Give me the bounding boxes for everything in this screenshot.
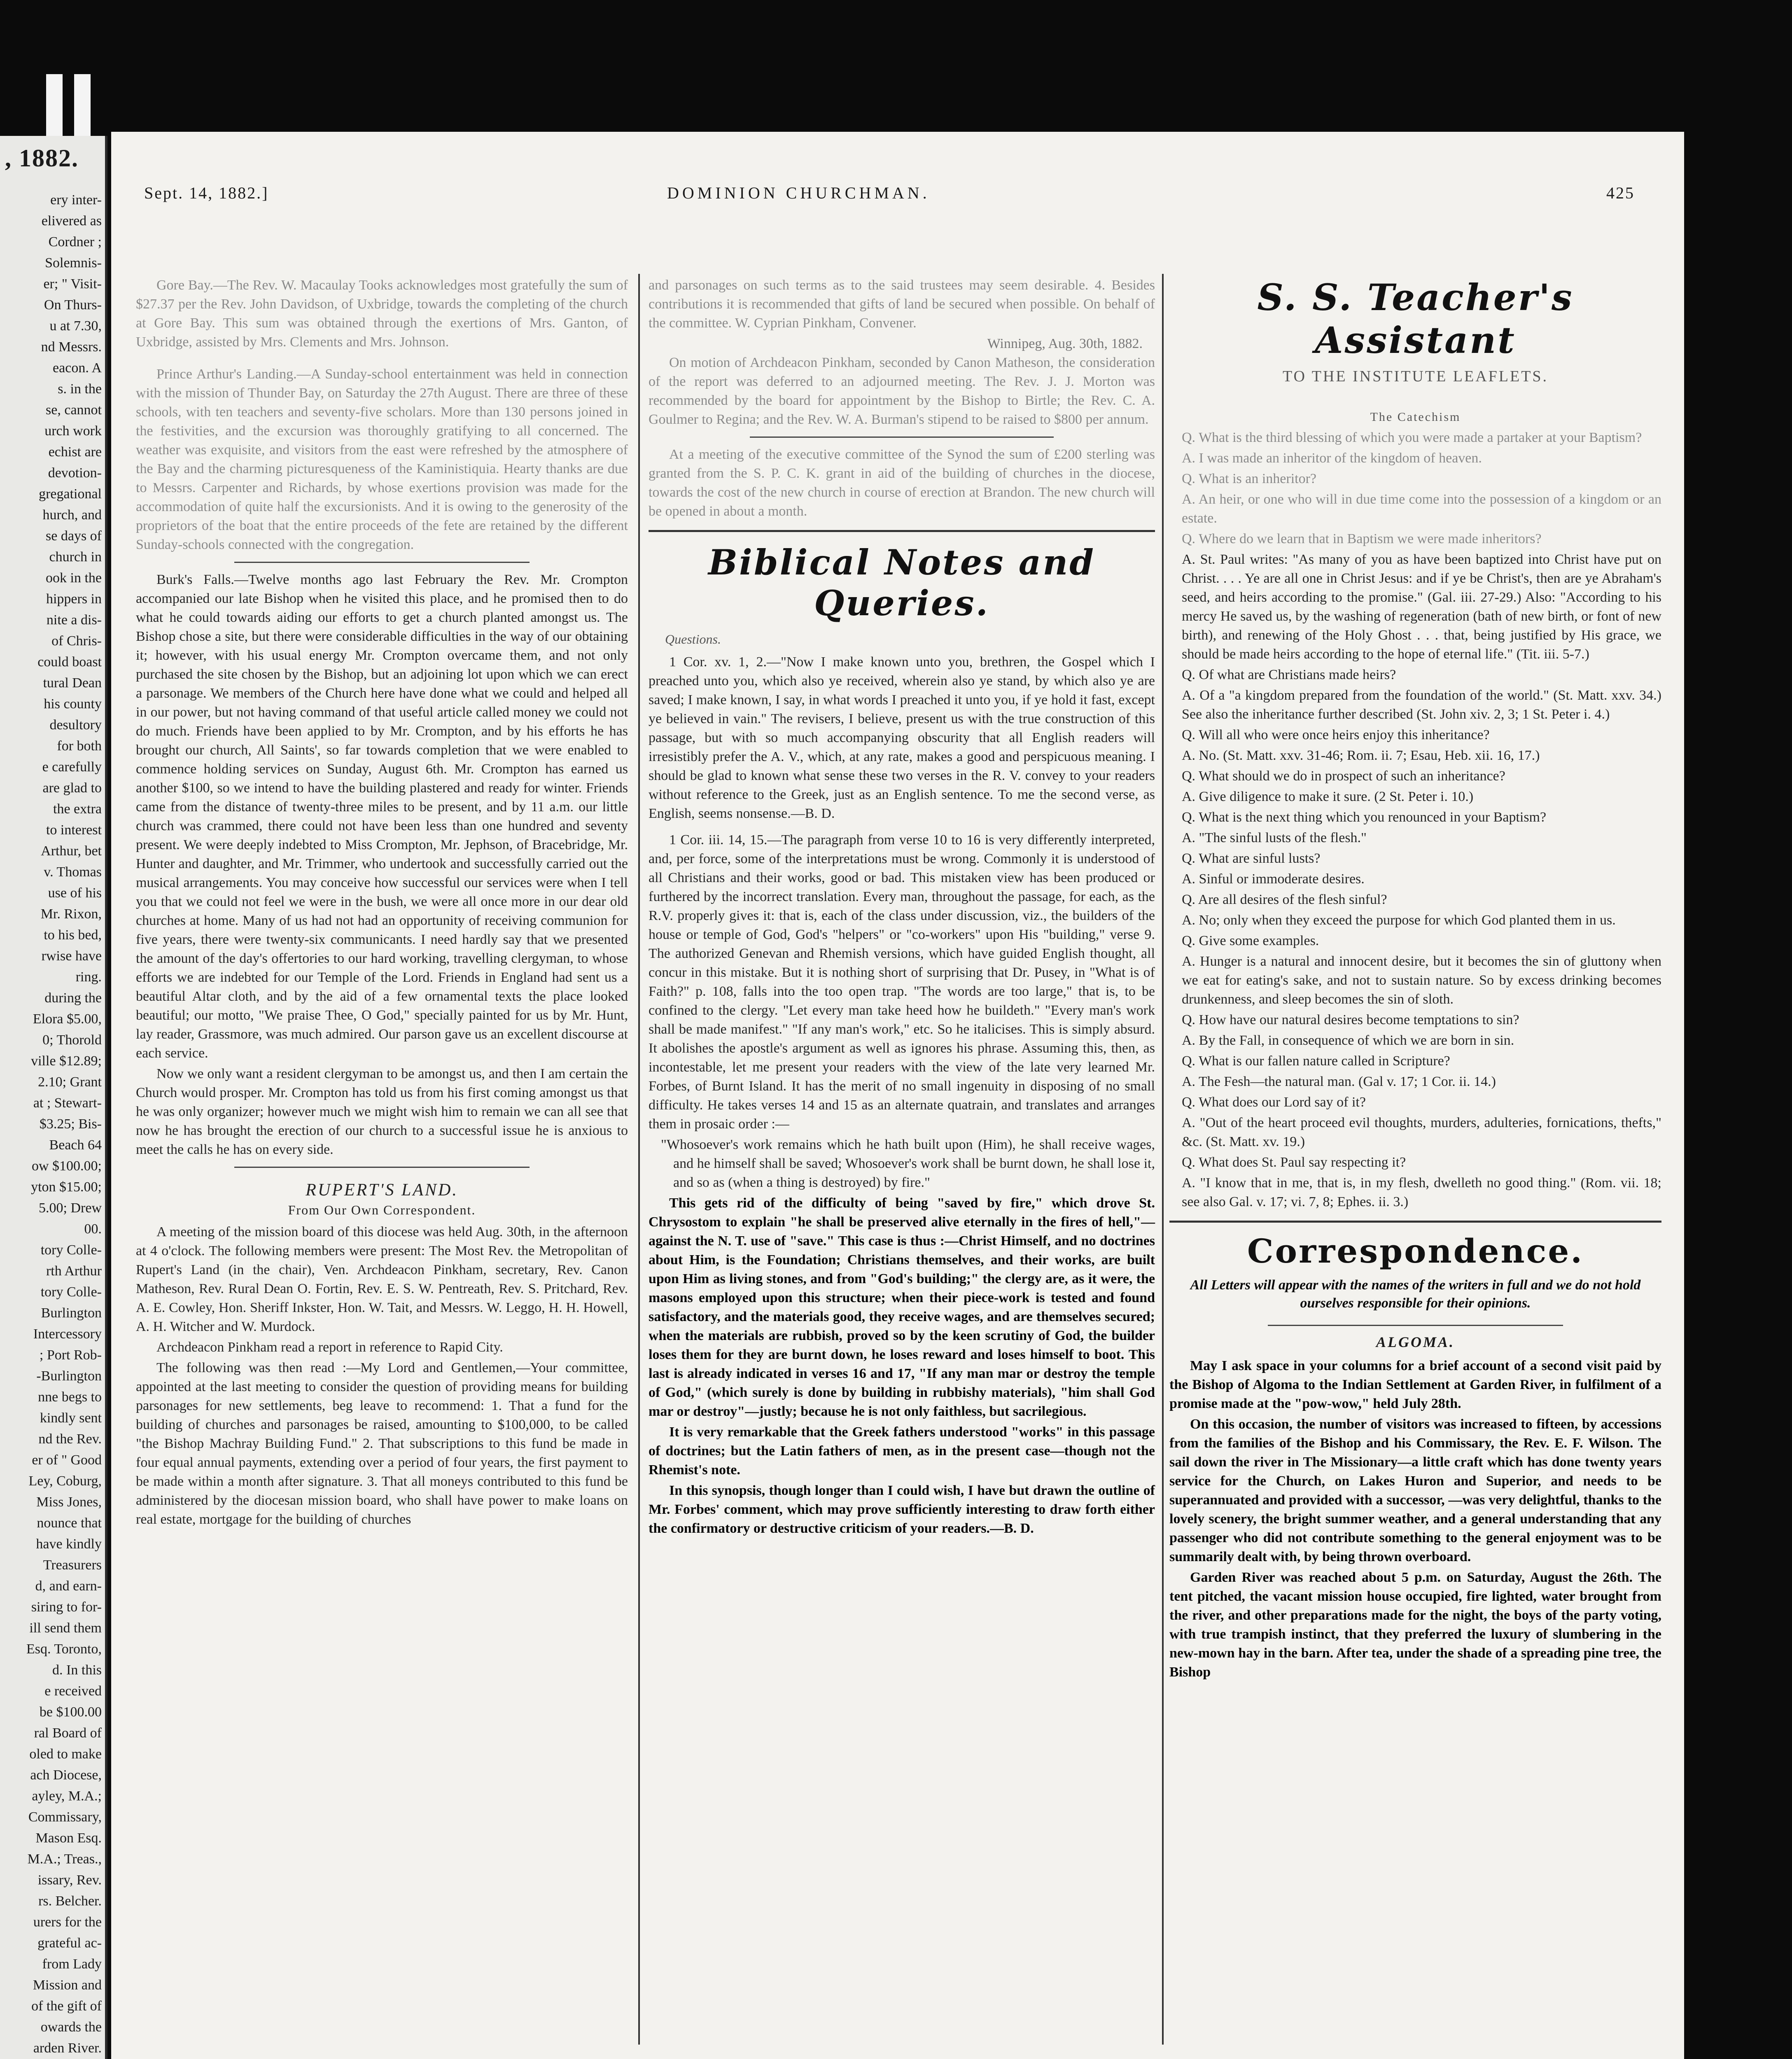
previous-page-line: his county (44, 696, 102, 712)
previous-page-line: from Lady (42, 1956, 102, 1972)
previous-page-line: echist are (48, 444, 102, 460)
catechism-entry: Q. What does St. Paul say respecting it? (1182, 1155, 1406, 1170)
subheading-catechism: The Catechism (1370, 410, 1461, 424)
page-header (144, 183, 1635, 212)
previous-page-header: , 1882. (5, 145, 79, 172)
divider-thick (1169, 1221, 1661, 1223)
previous-page-line: to interest (46, 822, 102, 838)
catechism-entry: A. Hunger is a natural and innocent desire, but it becomes the sin of gluttony when we eat for eating's sake, and not to sustain nature. So by excess drinking becomes drunkenness, and sleep becomes the sin of sloth. (1182, 954, 1661, 1007)
catechism-entry: A. Sinful or immoderate desires. (1182, 871, 1365, 887)
previous-page-line: rth Arthur (46, 1263, 102, 1279)
previous-page-line: urers for the (33, 1914, 102, 1930)
previous-page-strip (0, 136, 107, 2059)
query-commentary: This gets rid of the difficulty of being "saved by fire," which drove St. Chrysostom to explain "he shall be preserved alive eternally in the fires of hell,"—against the N. T. use of "save." This case is thus :—Christ Himself, and no doctrines about Him, is the Foundation; Christians themselves, and their works, are built upon Him as living stones, and from "God's building;" the clergy are, as it were, the masons employed upon this structure; when their piece-work is tested and found satisfactory, and the materials good, they receive wages, and are themselves secured; when the materials are rubbish, proved so by the keen scrutiny of God, the builder loses them for they are burnt down, he loses reward and loses himself to boot. This last is already indicated in verses 16 and 17, "If any man mar or destroy the temple of God," (which surely is done by building in rubbishy materials), "him shall God mar or destroy"—justly; because he is not only faithless, but sacrilegious. (649, 1195, 1155, 1419)
previous-page-line: be $100.00 (39, 1704, 102, 1720)
previous-page-line: ville $12.89; (31, 1053, 102, 1069)
catechism-entry: Q. What is our fallen nature called in Scripture? (1182, 1053, 1450, 1069)
column-2 (649, 276, 1155, 1540)
previous-page-line: tory Colle- (40, 1242, 102, 1258)
previous-page-line: hippers in (46, 591, 102, 607)
divider (234, 1167, 530, 1168)
previous-page-line: ral Board of (34, 1725, 102, 1741)
article-ruperts-land-committee: The following was then read :—My Lord and Gentlemen,—Your committee, appointed at the last meeting to consider the question of providing means for building parsonages for new settlements, beg leave to recommend: 1. That a fund for the building of churches and parsonages be raised, amounting to $100,000, to be called "the Bishop Machray Building Fund." 2. That subscriptions to this fund be made in four equal annual payments, extending over a period of four years, the first payment to be made within a month after signature. 3. That all moneys contributed to this fund be administered by the diocesan mission board, who shall have power to make loans on real estate, mortgage for the building of churches (136, 1360, 628, 1527)
previous-page-line: at ; Stewart- (33, 1095, 102, 1111)
previous-page-line: s. in the (58, 381, 102, 397)
previous-page-line: issary, Rev. (37, 1872, 102, 1888)
article-ruperts-land-report: Archdeacon Pinkham read a report in reference to Rapid City. (156, 1340, 503, 1355)
previous-page-line: kindly sent (40, 1410, 102, 1426)
catechism-entry: Q. What is the next thing which you renounced in your Baptism? (1182, 810, 1547, 825)
previous-page-line: ring. (75, 969, 102, 985)
catechism-entry: A. Give diligence to make it sure. (2 St. Peter i. 10.) (1182, 789, 1474, 804)
column-rule-1 (638, 274, 640, 2045)
article-ruperts-land-meeting: A meeting of the mission board of this diocese was held Aug. 30th, in the afternoon at 4 o'clock. The following members were present: The Most Rev. the Metropolitan of Rupert's Land (in the chair), Ven. Archdeacon Pinkham, secretary, Rev. Canon Matheson, Rev. Rural Dean O. Fortin, Rev. E. S. W. Pentreath, Rev. S. Pritchard, Rev. A. E. Cowley, Hon. Sheriff Inkster, Hon. W. Tait, and Messrs. W. Leggo, H. H. Howell, A. H. Witcher and W. Murdock. (136, 1224, 628, 1334)
previous-page-line: d, and earn- (35, 1578, 102, 1594)
catechism-entry: A. By the Fall, in consequence of which we are born in sin. (1182, 1033, 1514, 1048)
article-gore-bay: Gore Bay.—The Rev. W. Macaulay Tooks acknowledges most gratefully the sum of $27.37 per the Rev. John Davidson, of Uxbridge, towards the completing of the church at Gore Bay. This sum was obtained through the exertions of Mrs. Ganton, of Uxbridge, assisted by Mrs. Clements and Mrs. Johnson. (136, 278, 628, 350)
divider (750, 437, 1054, 438)
section-title-teachers-assistant: S. S. Teacher's Assistant (1257, 276, 1574, 362)
section-title-correspondence: Correspondence. (1247, 1232, 1584, 1270)
previous-page-line: rwise have (41, 948, 102, 964)
article-executive-committee: At a meeting of the executive committee of the Synod the sum of £200 sterling was granted from the S. P. C. K. grant in aid of the building of churches in the diocese, towards the cost of the new church in course of erection at Brandon. The new church will be opened in about a month. (649, 447, 1155, 519)
verse-quatrain: "Whosoever's work remains which he hath built upon (Him), he shall receive wages, and he himself shall be saved; Whosoever's work shall be burnt down, he shall lose it, and so as (when a thing is destroyed) by fire." (661, 1137, 1155, 1190)
previous-page-line: ach Diocese, (30, 1767, 102, 1783)
previous-page-line: ook in the (46, 570, 102, 586)
previous-page-line: Miss Jones, (36, 1494, 102, 1510)
previous-page-line: use of his (48, 885, 102, 901)
previous-page-line: nite a dis- (46, 612, 102, 628)
section-subtitle-correspondent: From Our Own Correspondent. (288, 1202, 476, 1217)
catechism-entry: Q. Where do we learn that in Baptism we were made inheritors? (1182, 531, 1542, 546)
correspondence-notice: All Letters will appear with the names of the writers in full and we do not hold ourselves responsible for their opinions. (1190, 1277, 1641, 1311)
catechism-entry: Q. Give some examples. (1182, 933, 1319, 948)
catechism-entry: A. St. Paul writes: "As many of you as have been baptized into Christ have put on Christ. . . . Ye are all one in Christ Jesus: and if ye be Christ's, then are ye Abraham's seed, and heirs according to the promise." (Gal. iii. 27-29.) Also: "According to his mercy He saved us, by the washing of regeneration (bath of new birth, or font of new birth), and renewing of the Holy Ghost . . . that, being justified by His grace, we should be made heirs according to the hope of eternal life." (Tit. iii. 5-7.) (1182, 552, 1661, 662)
previous-page-line: ow $100.00; (32, 1158, 102, 1174)
catechism-entry: A. "The sinful lusts of the flesh." (1182, 830, 1367, 845)
previous-page-line: grateful ac- (37, 1935, 102, 1951)
catechism-entry: Q. What does our Lord say of it? (1182, 1095, 1366, 1110)
column-1 (136, 276, 628, 1531)
previous-page-line: 5.00; Drew (39, 1200, 102, 1216)
previous-page-line: 2.10; Grant (38, 1074, 102, 1090)
previous-page-line: u at 7.30, (49, 318, 102, 334)
divider-thick (649, 530, 1155, 532)
previous-page-line: the extra (53, 801, 102, 817)
query-commentary-synopsis: In this synopsis, though longer than I could wish, I have but drawn the outline of Mr. Forbes' comment, which may prove sufficiently interesting to draw forth either the confirmatory or destructive criticism of your readers.—B. D. (649, 1483, 1155, 1536)
previous-page-line: tural Dean (43, 675, 102, 691)
previous-page-line: er of " Good (32, 1452, 102, 1468)
catechism-entry: A. The Fesh—the natural man. (Gal v. 17; 1 Cor. ii. 14.) (1182, 1074, 1496, 1089)
previous-page-line: hurch, and (42, 507, 102, 523)
catechism-entry: A. "Out of the heart proceed evil thoughts, murders, adulteries, fornications, thefts," &c. (St. Matt. xv. 19.) (1182, 1115, 1661, 1149)
catechism-entry: A. An heir, or one who will in due time come into the possession of a kingdom or an estate. (1182, 492, 1661, 526)
column-rule-2 (1162, 274, 1164, 2045)
previous-page-line: have kindly (36, 1536, 102, 1552)
previous-page-line: M.A.; Treas., (27, 1851, 102, 1867)
previous-page-line: eacon. A (53, 360, 102, 376)
article-ruperts-land-continued: and parsonages on such terms as to the said trustees may seem desirable. 4. Besides contributions it is recommended that gifts of land be secured when possible. On behalf of the committee. W. Cyprian Pinkham, Convener. (649, 278, 1155, 331)
previous-page-line: se, cannot (46, 402, 102, 418)
newspaper-page (111, 132, 1684, 2059)
divider (234, 562, 530, 563)
catechism-qa-list (1169, 428, 1661, 1212)
article-algoma-sail: On this occasion, the number of visitors was increased to fifteen, by accessions from the families of the Bishop and his Commissary, the Rev. E. F. Wilson. The sail down the river in The Missionary—a little craft which has done twenty years service for the Church, on Lakes Huron and Superior, and needs to be superannuated and provided with a successor, —was very delightful, thanks to the lovely scenery, the bright summer weather, and a general understanding that any passenger who did not contribute something to the general enjoyment was to be summarily dealt with, by being thrown overboard. (1169, 1417, 1661, 1564)
column-3 (1169, 276, 1661, 1683)
previous-page-line: e received (44, 1683, 102, 1699)
article-burks-falls-continued: Now we only want a resident clergyman to be amongst us, and then I am certain the Church would prosper. Mr. Crompton has told us from his first coming amongst us that he was only organizer; however much we might wish him to remain we can all see that now he has brought the erection of our church to a successful issue he is anxious to meet the calls he has on every side. (136, 1066, 628, 1157)
previous-page-line: could boast (37, 654, 102, 670)
previous-page-line: 0; Thorold (42, 1032, 102, 1048)
catechism-entry: A. Of a "a kingdom prepared from the foundation of the world." (St. Matt. xxv. 34.) See also the inheritance further described (St. John xiv. 2, 3; 1 St. Peter i. 4.) (1182, 688, 1661, 722)
previous-page-line: to his bed, (44, 927, 102, 943)
previous-page-line: ; Port Rob- (39, 1347, 102, 1363)
catechism-entry: A. "I know that in me, that is, in my flesh, dwelleth no good thing." (Rom. vii. 18; see also Gal. v. 17; vi. 7, 8; Ephes. ii. 3.) (1182, 1175, 1661, 1209)
catechism-entry: Q. What should we do in prospect of such an inheritance? (1182, 768, 1505, 784)
article-prince-arthurs-landing: Prince Arthur's Landing.—A Sunday-school entertainment was held in connection with the mission of Thunder Bay, on Saturday the 27th August. There are three of these schools, with ten teachers and seventy-five scholars. More than 130 persons joined in the festivities, and the excursion was thoroughly gratifying to all concerned. The weather was exquisite, and visitors from the east were refreshed by the atmosphere of the Bay and the charming picturesqueness of the Kaministiquia. Hearty thanks are due to Messrs. Carpenter and Richards, by whose exertions provision was made for the accommodation of quite half the excursionists. And it is owing to the generosity of the proprietors of the boat that the entire proceeds of the fete are retained by the different Sunday-schools connected with the congregation. (136, 367, 628, 552)
previous-page-line: ery inter- (50, 192, 102, 208)
catechism-entry: A. I was made an inheritor of the kingdom of heaven. (1182, 451, 1482, 466)
article-algoma-garden-river: Garden River was reached about 5 p.m. on Saturday, August the 26th. The tent pitched, the vacant mission house occupied, fire lighted, water brought from the river, and other preparations made for the night, the boys of the party voting, with true trampish instinct, that they preferred the luxury of slumbering in the new-mown hay in the barn. After tea, under the shade of a spreading pine tree, the Bishop (1169, 1570, 1661, 1680)
previous-page-line: Burlington (41, 1305, 102, 1321)
catechism-entry: A. No; only when they exceed the purpose for which God planted them in us. (1182, 913, 1616, 928)
previous-page-line: -Burlington (36, 1368, 102, 1384)
previous-page-line: rs. Belcher. (38, 1893, 102, 1909)
previous-page-line: nne begs to (38, 1389, 102, 1405)
previous-page-line: tory Colle- (40, 1284, 102, 1300)
previous-page-line: Cordner ; (48, 234, 102, 250)
dateline: Winnipeg, Aug. 30th, 1882. (987, 336, 1143, 351)
previous-page-line: se days of (46, 528, 102, 544)
catechism-entry: Q. How have our natural desires become temptations to sin? (1182, 1012, 1519, 1027)
previous-page-line: Elora $5.00, (33, 1011, 102, 1027)
previous-page-line: er; " Visit- (43, 276, 102, 292)
article-title-algoma: ALGOMA. (1376, 1334, 1455, 1350)
previous-page-line: Treasurers (43, 1557, 102, 1573)
previous-page-line: arden River. (33, 2040, 102, 2056)
section-subtitle-leaflets: TO THE INSTITUTE LEAFLETS. (1282, 368, 1549, 385)
query-commentary-fathers: It is very remarkable that the Greek fathers understood "works" in this passage of doctrines; but the Latin fathers of men, as in the present case—though not the Rhemist's note. (649, 1424, 1155, 1478)
divider (1268, 1325, 1563, 1326)
previous-page-line: Mission and (33, 1977, 102, 1993)
previous-page-line: ayley, M.A.; (32, 1788, 102, 1804)
previous-page-line: Beach 64 (49, 1137, 102, 1153)
previous-page-line: $3.25; Bis- (39, 1116, 102, 1132)
section-title-biblical-notes: Biblical Notes and Queries. (708, 542, 1095, 623)
previous-page-line: Esq. Toronto, (26, 1641, 102, 1657)
previous-page-line: Ley, Coburg, (28, 1473, 102, 1489)
previous-page-line: urch work (44, 423, 102, 439)
previous-page-line: Solemnis- (45, 255, 102, 271)
previous-page-line: desultory (49, 717, 102, 733)
previous-page-line: of Chris- (51, 633, 102, 649)
previous-page-line: oled to make (29, 1746, 102, 1762)
previous-page-line: church in (49, 549, 102, 565)
previous-page-line: are glad to (42, 780, 102, 796)
catechism-entry: Q. What are sinful lusts? (1182, 851, 1321, 866)
previous-page-line: 00. (84, 1221, 102, 1237)
previous-page-line: On Thurs- (44, 297, 102, 313)
article-motion: On motion of Archdeacon Pinkham, seconded by Canon Matheson, the consideration of the report was deferred to an adjourned meeting. The Rev. J. J. Morton was recommended by the board for appointment by the Bishop to Birtle; the Rev. C. A. Goulmer to Regina; and the Rev. W. A. Burman's stipend to be raised to $800 per annum. (649, 355, 1155, 427)
previous-page-line: devotion- (48, 465, 102, 481)
page-number: 425 (1606, 184, 1635, 202)
article-burks-falls: Burk's Falls.—Twelve months ago last February the Rev. Mr. Crompton accompanied our late Bishop when he visited this place, and he promised then to do what he could towards aiding our efforts to get a church planted amongst us. The Bishop chose a site, but there were considerable difficulties in the way of our obtaining it; however, with his usual energy Mr. Crompton overcame them, and not only purchased the site chosen by the Bishop, but an adjoining lot upon which we can erect a parsonage. We members of the Church here have done what we could and helped all in our power, but not having command of that useful article called money we could not do much. Friends have been applied to by Mr. Crompton, and by his efforts he has brought our church, All Saints', so far towards completion that we were enabled to commence holding services on Sunday, August 6th. Mr. Crompton has earned us another $100, so we intend to have the building plastered and ready for winter. Friends came from the distance of twenty-three miles to be present, and by 11 a.m. our little church was crammed, there could not have been less than one hundred and seventy present. We were deeply indebted to Miss Crompton, Mr. Jephson, of Bracebridge, Mr. Hunter and daughter, and Mr. Trimmer, who undertook and successfully carried out the musical arrangements. You may conceive how successful our services were when I tell you that we could not feel we were in the bush, we were all once more in our dear old churches at home. Many of us had not had an opportunity of receiving communion for five years, there were twenty-six communicants. I need hardly say that we presented the amount of the day's offertories to our hard working, travelling clergyman, to whose efforts we are indebted for our Temple of the Lord. Friends in England had sent us a beautiful Altar cloth, and by the aid of a few ornamental texts the place looked beautiful; our motto, "We praise Thee, O God," specially painted for us by Mr. Hunt, lay reader, Grassmore, was much admired. Our parson gave us an excellent discourse at each service. (136, 572, 628, 1061)
issue-date: Sept. 14, 1882.] (144, 184, 269, 202)
previous-page-line: gregational (39, 486, 102, 502)
query-1-cor-iii: 1 Cor. iii. 14, 15.—The paragraph from verse 10 to 16 is very differently interpreted, and, per force, some of the interpretations must be wrong. Commonly it is understood of all Christians and their works, good or bad. This mistaken view has been produced or furthered by the incorrect translation. Every man, throughout the passage, for each, as the R.V. properly gives it: that is, each of the class under discussion, viz., the builders of the house or temple of God, God's "helpers" or "co-workers" upon His "building," verse 9. The authorized Genevan and Rhemish versions, which have guided English thought, all concur in this mistake. But it is nothing short of surprising that Dr. Pusey, in "What is of Faith?" p. 108, falls into the too open trap. "The words are too large," that is, to be confined to the clergy. "Let every man take heed how he buildeth." "Every man's work shall be made manifest." "If any man's work," etc. So he italicises. This is simply absurd. It abolishes the apostle's argument as well as ignores his phrase. Assuming this, then, as incontestable, let me present your readers with the view of the late very learned Mr. Forbes, of Burnt Island. It has the merit of no small ingenuity in disposing of no small difficulty. He takes verses 14 and 15 as an alternate quatrain, and translates and arranges them in prosaic order :— (649, 832, 1155, 1132)
previous-page-line: siring to for- (31, 1599, 102, 1615)
previous-page-line: nd Messrs. (41, 339, 102, 355)
previous-page-line: v. Thomas (44, 864, 102, 880)
previous-page-line: of the gift of (31, 1998, 102, 2014)
previous-page-line: owards the (40, 2019, 102, 2035)
catechism-entry: Q. What is an inheritor? (1182, 471, 1317, 486)
previous-page-line: elivered as (41, 213, 102, 229)
query-1-cor-xv: 1 Cor. xv. 1, 2.—"Now I make known unto you, brethren, the Gospel which I preached unto you, which also ye received, wherein also ye stand, by which also ye are saved; I make known, I say, in what words I preached it unto you, if ye hold it fast, except ye believed in vain." The revisers, I believe, present us with the true construction of this passage, but with so much accompanying obscurity that all English readers will irresistibly prefer the A. V., which, at any rate, makes a good and perspicuous meaning. I should be glad to known what sense these two verses in the R. V. convey to your readers without reference to the Greek, just as an English sentence. To me the second verse, as English, seems nonsense.—B. D. (649, 654, 1155, 821)
previous-page-line: for both (57, 738, 102, 754)
previous-page-line: Intercessory (33, 1326, 102, 1342)
previous-page-lines (3, 189, 105, 2059)
catechism-entry: Q. Will all who were once heirs enjoy this inheritance? (1182, 727, 1490, 742)
previous-page-line: Arthur, bet (41, 843, 102, 859)
section-title-ruperts-land: RUPERT'S LAND. (306, 1181, 458, 1200)
previous-page-line: Mr. Rixon, (40, 906, 102, 922)
previous-page-line: Commissary, (28, 1809, 102, 1825)
previous-page-line: during the (44, 990, 102, 1006)
previous-page-line: e carefully (42, 759, 102, 775)
previous-page-line: Mason Esq. (35, 1830, 102, 1846)
catechism-entry: Q. Are all desires of the flesh sinful? (1182, 892, 1387, 907)
masthead: DOMINION CHURCHMAN. (667, 184, 930, 202)
article-algoma-intro: May I ask space in your columns for a brief account of a second visit paid by the Bishop of Algoma to the Indian Settlement at Garden River, in fulfilment of a promise made at the "pow-wow," held July 28th. (1169, 1358, 1661, 1411)
previous-page-line: nd the Rev. (38, 1431, 102, 1447)
previous-page-line: yton $15.00; (31, 1179, 102, 1195)
previous-page-line: nounce that (37, 1515, 102, 1531)
catechism-entry: Q. Of what are Christians made heirs? (1182, 667, 1396, 682)
catechism-entry: Q. What is the third blessing of which you were made a partaker at your Baptism? (1182, 430, 1642, 445)
previous-page-line: d. In this (52, 1662, 102, 1678)
catechism-entry: A. No. (St. Matt. xxv. 31-46; Rom. ii. 7; Esau, Heb. xii. 16, 17.) (1182, 748, 1540, 763)
subheading-questions: Questions. (665, 632, 721, 647)
previous-page-line: ill send them (29, 1620, 102, 1636)
